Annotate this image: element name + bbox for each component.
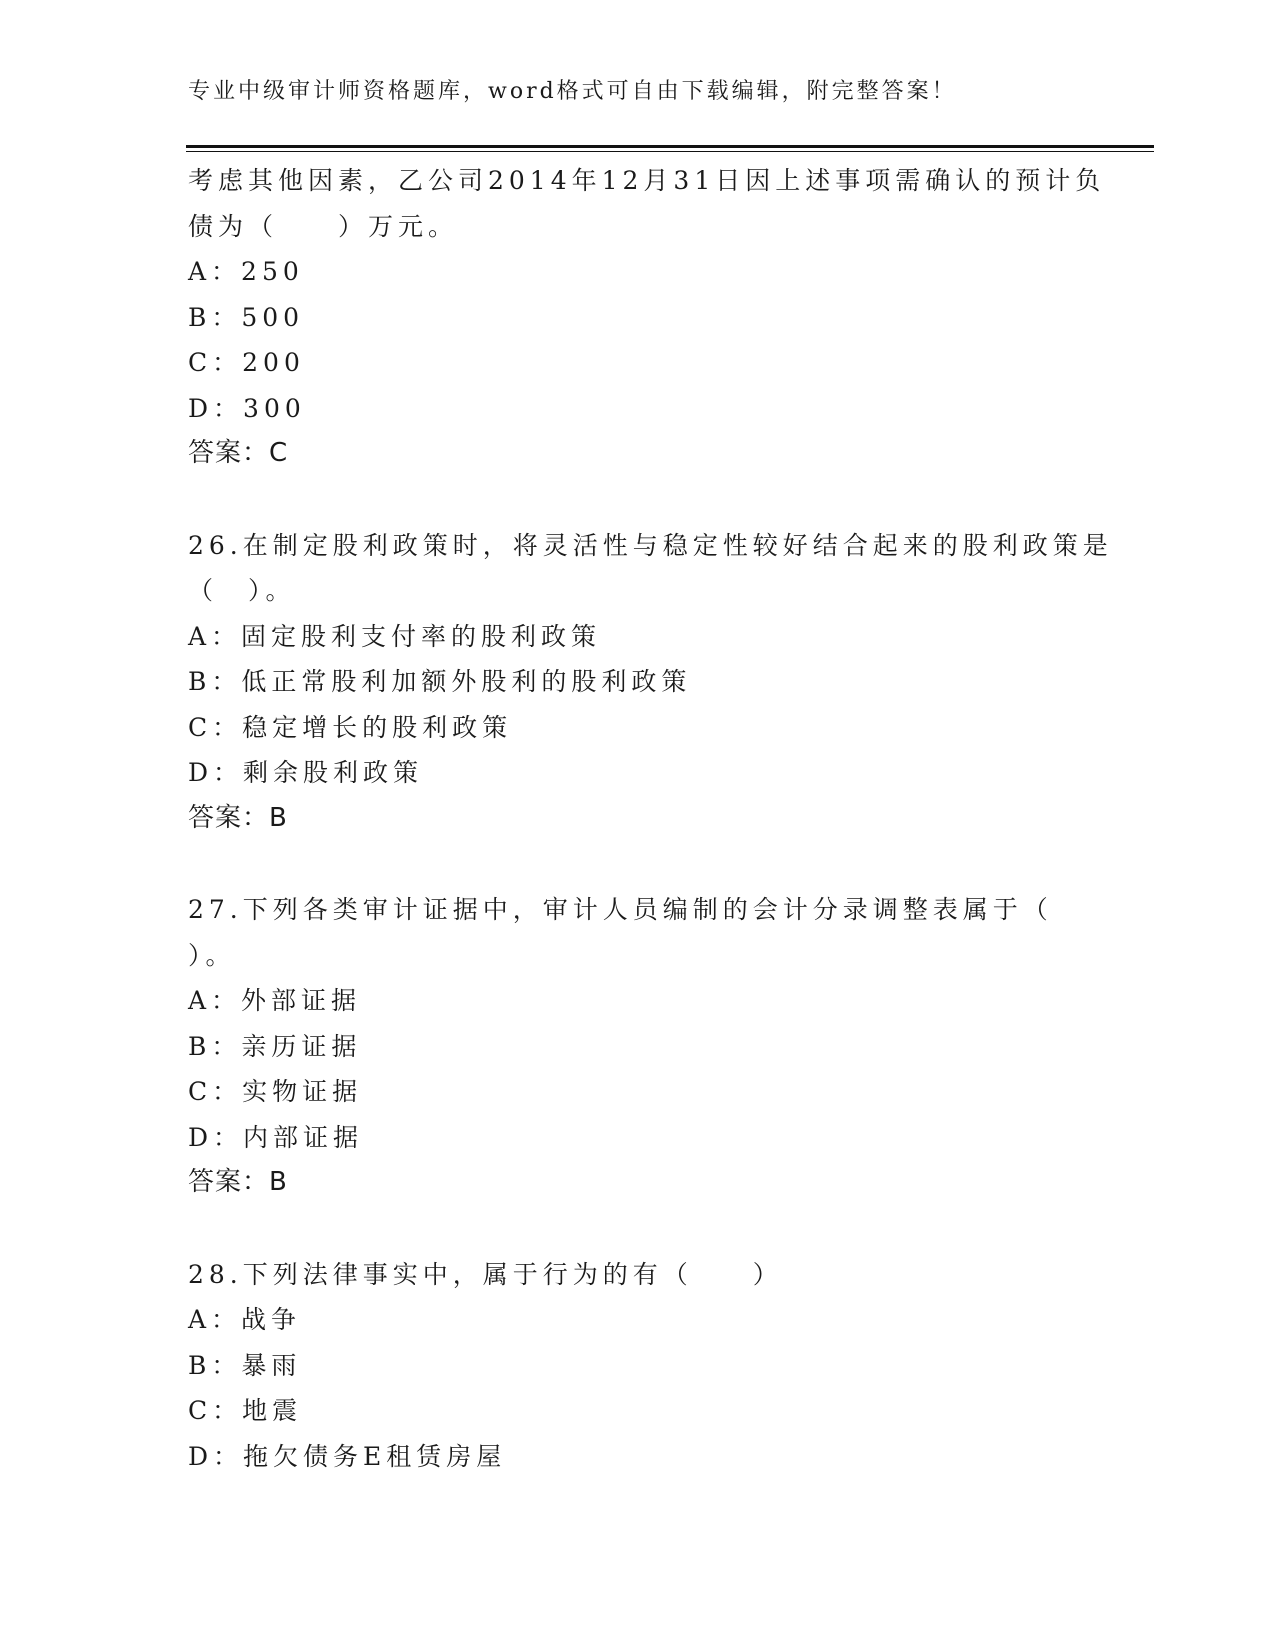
question-26: [188, 523, 1113, 842]
question-text-line: （ ）。: [188, 576, 296, 605]
page-header: 专业中级审计师资格题库，word格式可自由下载编辑，附完整答案！: [188, 79, 957, 104]
question-text-line: 债为（ ）万元。: [188, 211, 459, 241]
option-d: D：300: [188, 393, 306, 423]
option-a: A：250: [188, 257, 304, 286]
option-c: C：200: [188, 348, 305, 377]
question-text-line: 考虑其他因素，乙公司2014年12月31日因上述事项需确认的预计负: [188, 166, 1106, 195]
option-d: D：剩余股利政策: [188, 758, 424, 787]
answer-line: 答案：C: [188, 438, 289, 468]
question-text-line: 27.下列各类审计证据中，审计人员编制的会计分录调整表属于（: [188, 895, 1053, 924]
header-rule-thin: [186, 151, 1154, 152]
spacer: [188, 477, 1088, 523]
header-rule-thick: [186, 145, 1154, 148]
answer-line: 答案：B: [188, 1167, 288, 1197]
option-b: B：500: [188, 302, 305, 332]
option-b: B：暴雨: [188, 1350, 302, 1380]
option-b: B：亲历证据: [188, 1031, 362, 1061]
spacer: [188, 841, 1088, 887]
option-d: D：拖欠债务E租赁房屋: [188, 1441, 507, 1471]
option-c: C：地震: [188, 1396, 303, 1425]
option-d: D：内部证据: [188, 1122, 364, 1152]
spacer: [188, 1206, 1088, 1252]
question-28: [188, 1252, 1088, 1480]
option-a: A：外部证据: [188, 986, 362, 1015]
option-a: A：固定股利支付率的股利政策: [188, 621, 602, 651]
question-text-line: 28.下列法律事实中，属于行为的有（ ）: [188, 1259, 783, 1289]
option-c: C：实物证据: [188, 1077, 363, 1106]
option-b: B：低正常股利加额外股利的股利政策: [188, 667, 692, 696]
question-27: [188, 887, 1088, 1206]
question-list: [188, 158, 1113, 1479]
question-text-line: 26.在制定股利政策时，将灵活性与稳定性较好结合起来的股利政策是: [188, 530, 1113, 560]
question-25-continuation: [188, 158, 1106, 477]
question-text-line: ）。: [188, 940, 236, 970]
answer-line: 答案：B: [188, 802, 288, 833]
option-a: A：战争: [188, 1305, 302, 1334]
option-c: C：稳定增长的股利政策: [188, 712, 513, 742]
